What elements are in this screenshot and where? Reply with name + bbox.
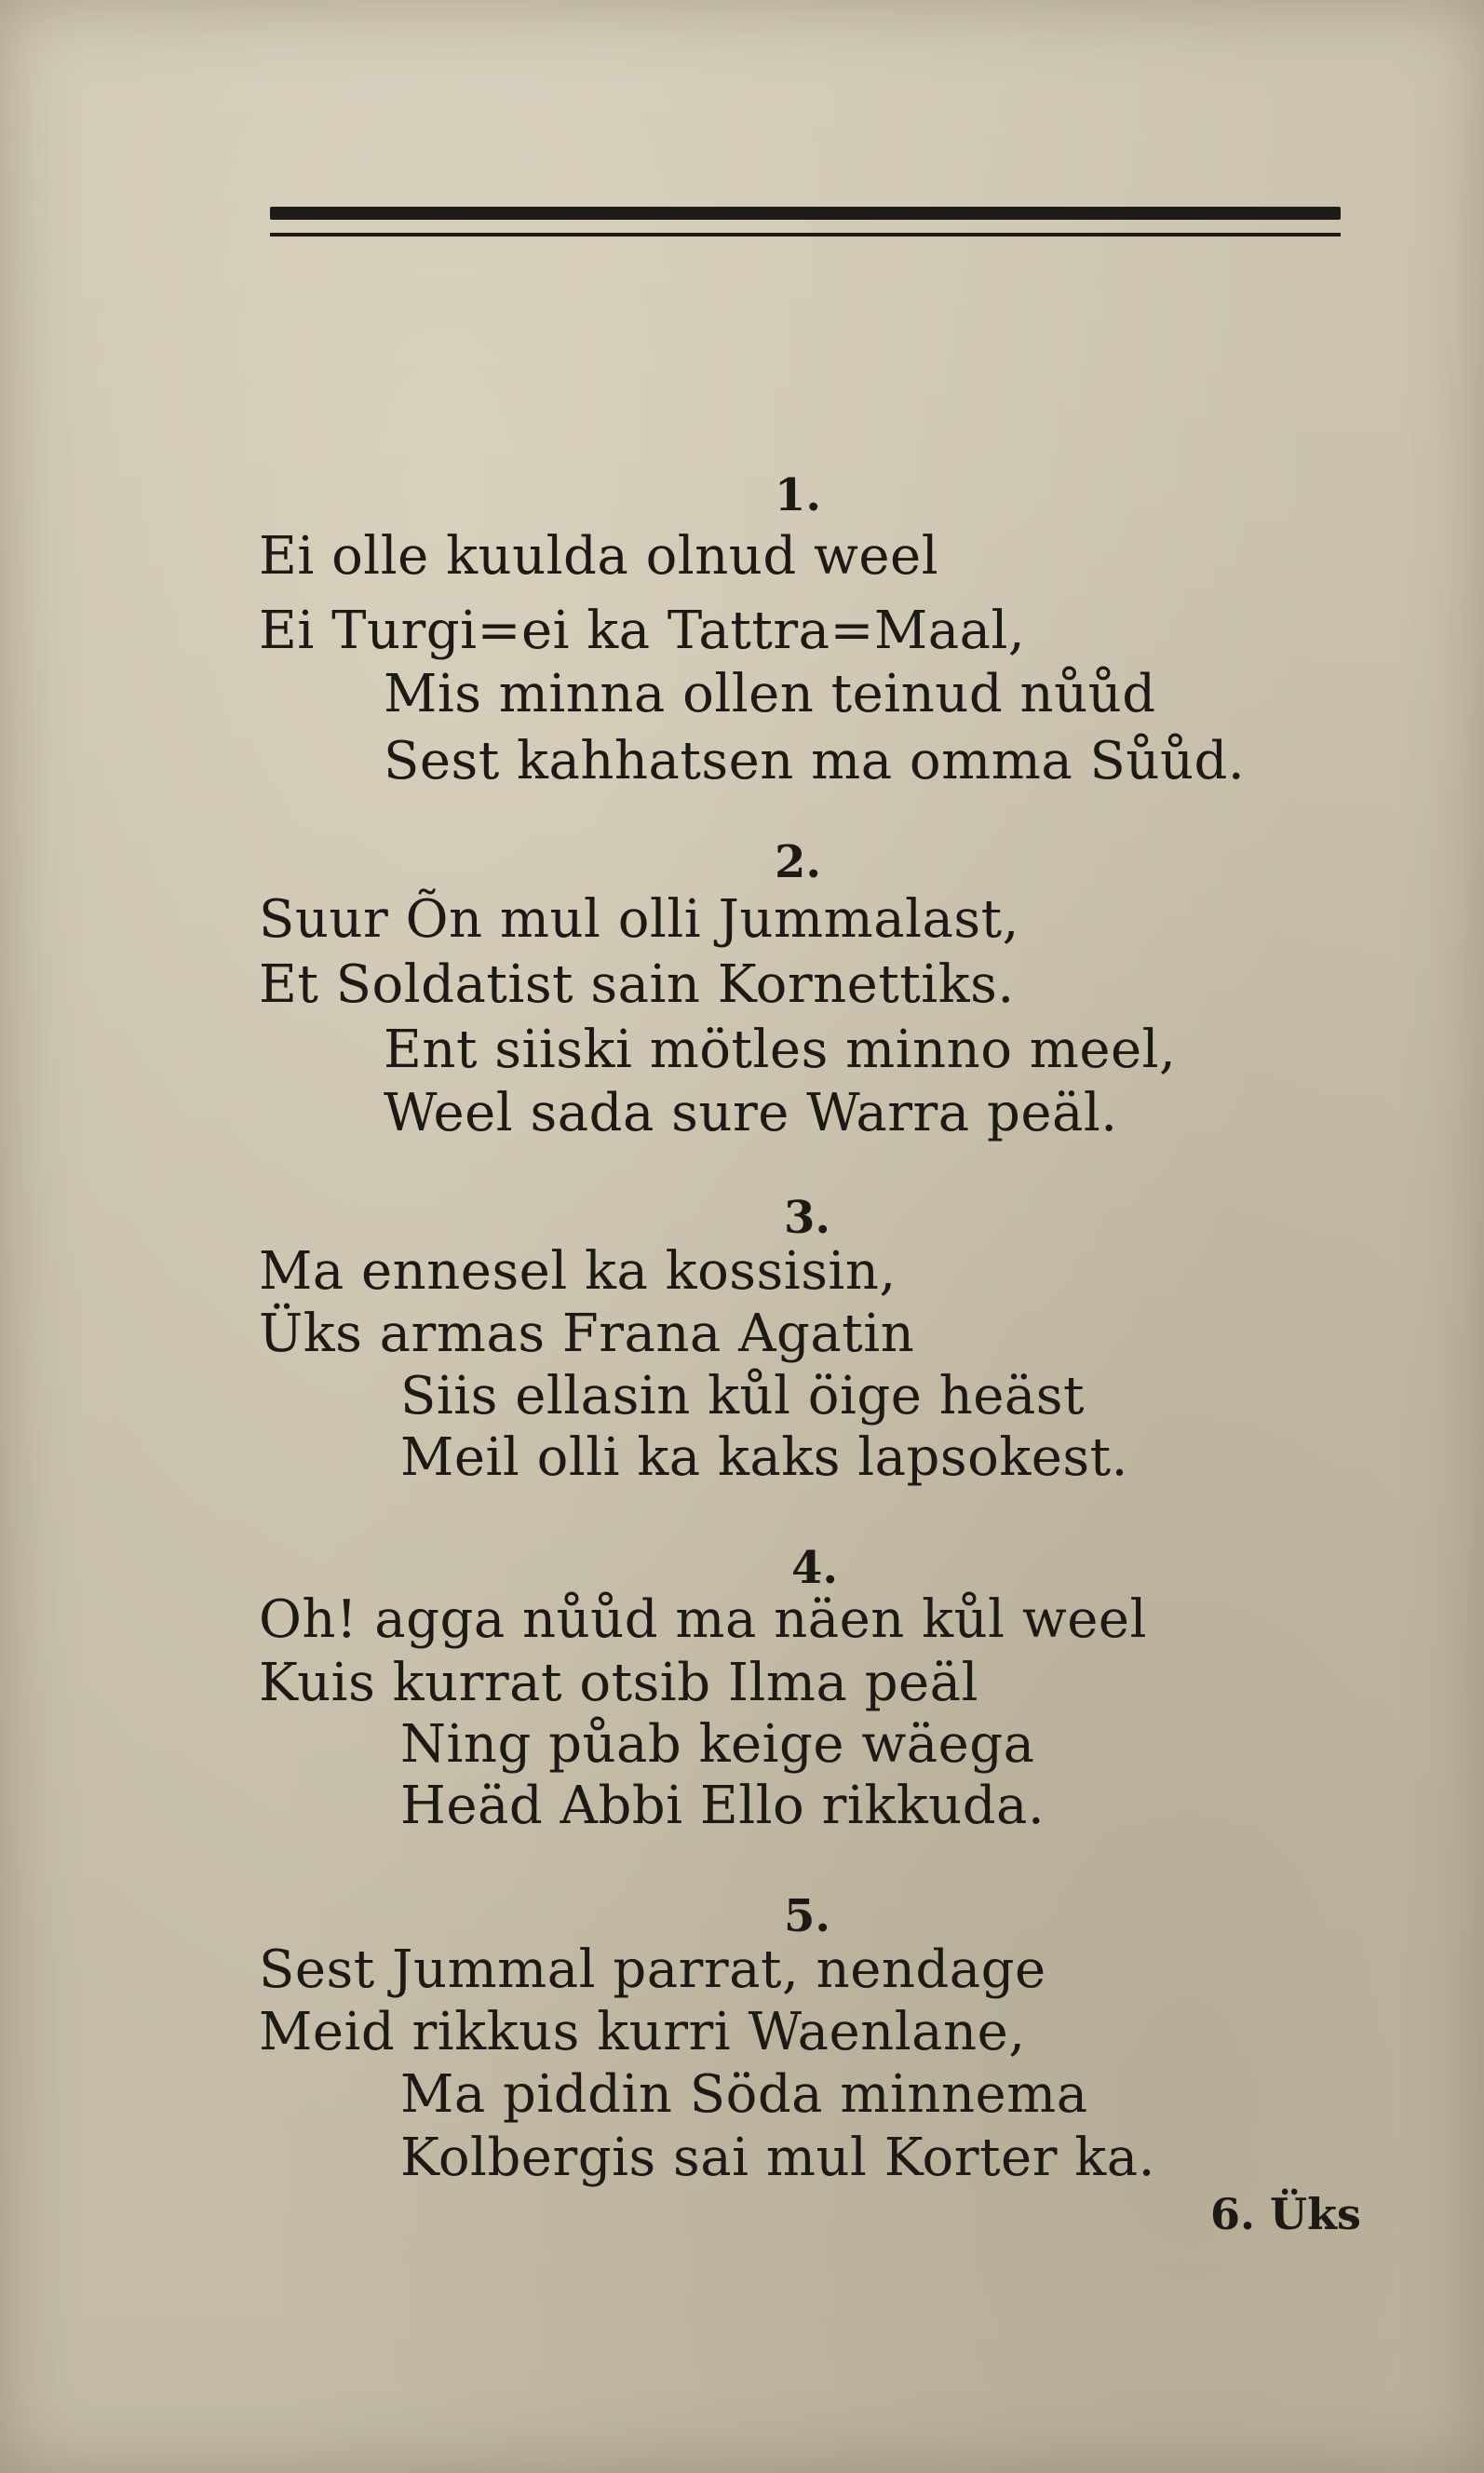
verse-line: Sest Jummal parrat, nendage: [259, 1939, 1046, 2000]
verse-line: Suur Õn mul olli Jummalast,: [259, 889, 1019, 950]
verse-line: Ma ennesel ka kossisin,: [259, 1241, 897, 1302]
verse-line: Meid rikkus kurri Waenlane,: [259, 2002, 1026, 2062]
header-rule-thin: [270, 233, 1341, 236]
verse-line: Kuis kurrat otsib Ilma peäl: [259, 1653, 978, 1713]
verse-line: Weel sada sure Warra peäl.: [384, 1083, 1118, 1143]
stanza-number: 2.: [775, 836, 822, 888]
verse-line: Ei olle kuulda olnud weel: [259, 526, 939, 587]
verse-line: Ent siiski mötles minno meel,: [384, 1020, 1177, 1080]
verse-line: Kolbergis sai mul Korter ka.: [400, 2128, 1155, 2188]
verse-line: Meil olli ka kaks lapsokest.: [400, 1427, 1128, 1488]
verse-line: Siis ellasin kůl öige heäst: [400, 1366, 1086, 1426]
stanza-number: 4.: [791, 1542, 839, 1594]
verse-line: Et Soldatist sain Kornettiks.: [259, 954, 1015, 1015]
verse-line: Ning půab keige wäega: [400, 1714, 1035, 1775]
stanza-number: 3.: [784, 1192, 831, 1244]
catchword: 6. Üks: [1210, 2189, 1361, 2239]
verse-line: Heäd Abbi Ello rikkuda.: [400, 1776, 1046, 1836]
verse-line: Oh! agga nůůd ma näen kůl weel: [259, 1589, 1147, 1650]
header-rule-thick: [270, 207, 1341, 220]
verse-line: Sest kahhatsen ma omma Sůůd.: [384, 731, 1246, 791]
verse-line: Ma piddin Söda minnema: [400, 2064, 1088, 2125]
stanza-number: 5.: [784, 1890, 831, 1942]
verse-line: Mis minna ollen teinud nůůd: [384, 664, 1156, 724]
verse-line: Ei Turgi=ei ka Tattra=Maal,: [259, 601, 1026, 661]
verse-line: Üks armas Frana Agatin: [259, 1304, 915, 1364]
stanza-number: 1.: [775, 469, 822, 521]
